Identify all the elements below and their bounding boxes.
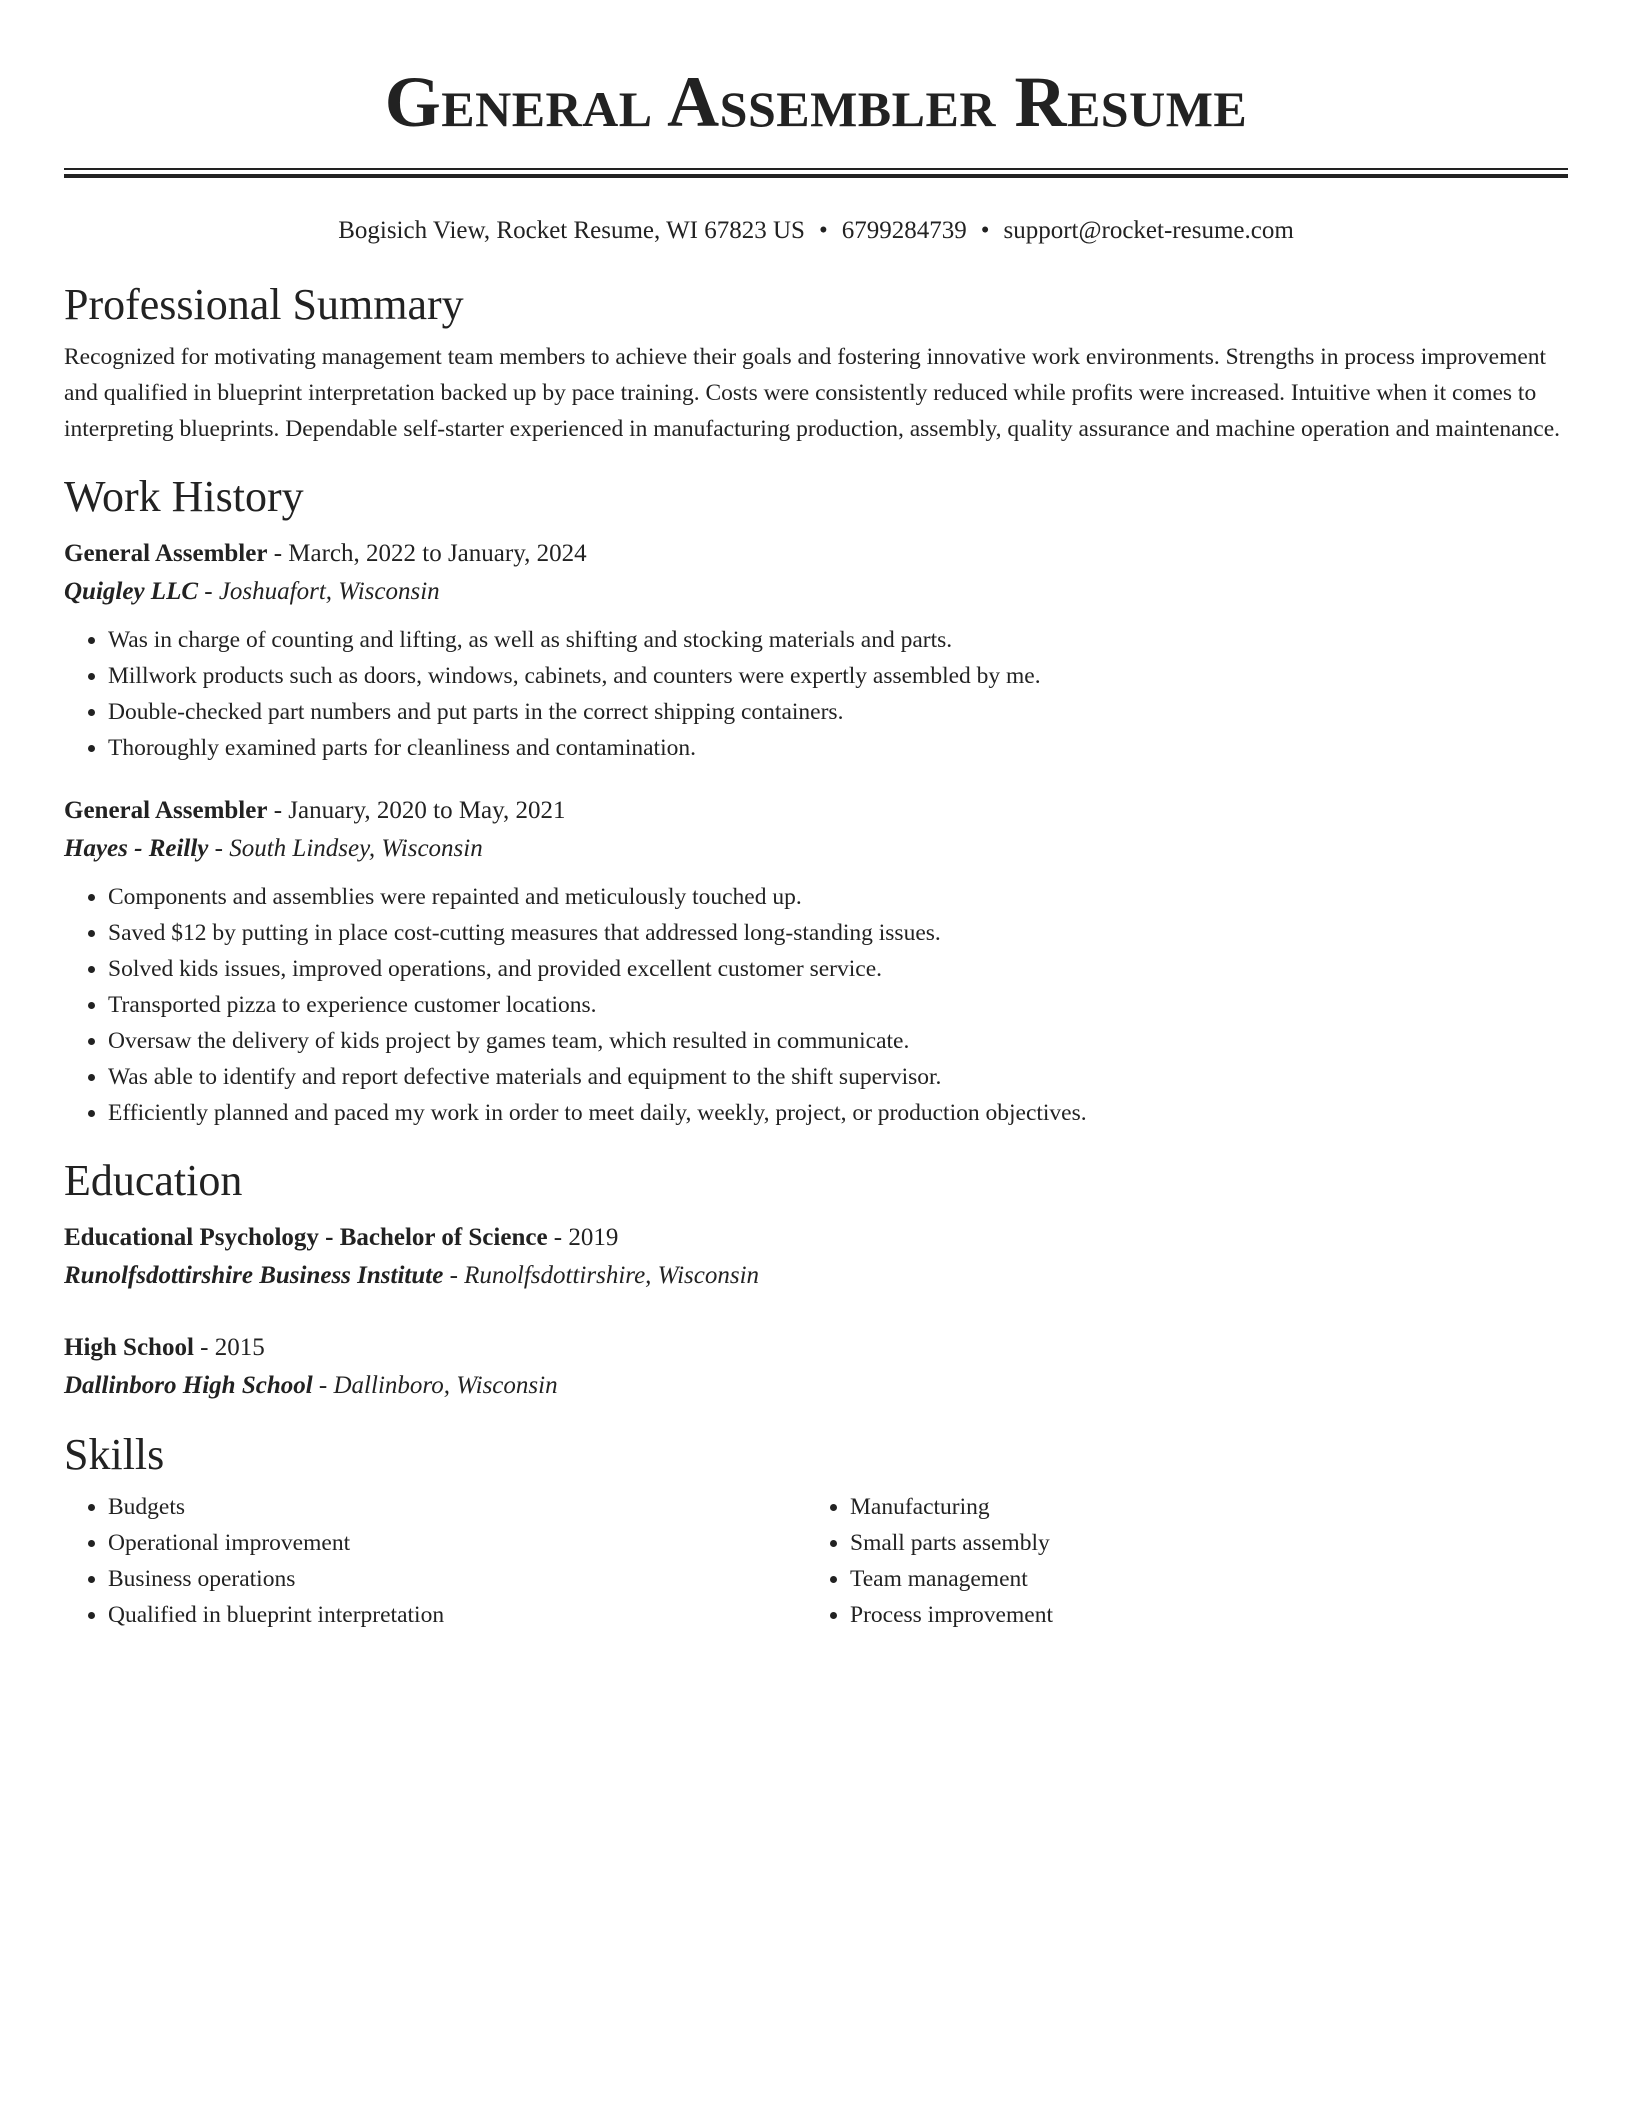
list-item: • Oversaw the delivery of kids project by games team, which resulted in communicate. <box>108 1023 1568 1059</box>
education-header <box>64 1329 1568 1367</box>
list-item: • Was able to identify and report defective materials and equipment to the shift supervisor. <box>108 1059 1568 1095</box>
summary-text: Recognized for motivating management team members to achieve their goals and fostering innovative work environments. Strengths in process improvement and qualified in blueprint interpretation backed up by pace training. Costs were consistently reduced while profits were increased. Intuitive when it comes to interpreting blueprints. Dependable self-starter experienced in manufacturing production, assembly, quality assurance and machine operation and maintenance. <box>64 344 1561 442</box>
list-item: • Budgets <box>108 1489 806 1525</box>
list-item: • Small parts assembly <box>850 1525 1548 1561</box>
list-item: • Solved kids issues, improved operations, and provided excellent customer service. <box>108 951 1568 987</box>
education-school: Dallinboro High School <box>64 1372 313 1399</box>
contact-phone: 6799284739 <box>841 217 967 244</box>
education-degree: High School <box>64 1334 194 1361</box>
contact-separator: • <box>818 217 828 244</box>
job-dates: - March, 2022 to January, 2024 <box>267 540 587 567</box>
list-item: • Efficiently planned and paced my work in order to meet daily, weekly, project, or production objectives. <box>108 1095 1568 1131</box>
education-year: - 2015 <box>193 1334 265 1361</box>
education-school: Runolfsdottirshire Business Institute <box>64 1262 444 1289</box>
contact-line <box>64 215 1568 247</box>
job-entry <box>64 535 1568 766</box>
list-item: • Transported pizza to experience customer locations. <box>108 987 1568 1023</box>
education-degree: Educational Psychology - Bachelor of Science <box>64 1224 548 1251</box>
skills-list-left <box>64 1489 806 1633</box>
job-location: - Joshuafort, Wisconsin <box>198 578 440 605</box>
contact-email: support@rocket-resume.com <box>1003 217 1294 244</box>
education-entry <box>64 1219 1568 1295</box>
resume-title: General Assembler Resume <box>384 62 1248 142</box>
education-school-line <box>64 1257 1568 1295</box>
job-company: Quigley LLC <box>64 578 199 605</box>
job-company-line <box>64 573 1568 611</box>
education-location: - Runolfsdottirshire, Wisconsin <box>443 1262 760 1289</box>
list-item: • Millwork products such as doors, windows, cabinets, and counters were expertly assembled by me. <box>108 658 1568 694</box>
skills-columns <box>64 1489 1568 1633</box>
job-title: General Assembler <box>64 540 268 567</box>
list-item: • Operational improvement <box>108 1525 806 1561</box>
list-item: • Was in charge of counting and lifting, as well as shifting and stocking materials and parts. <box>108 622 1568 658</box>
list-item: • Manufacturing <box>850 1489 1548 1525</box>
list-item: • Team management <box>850 1561 1548 1597</box>
education-header <box>64 1219 1568 1257</box>
education-school-line <box>64 1367 1568 1405</box>
job-duties-list <box>64 622 1568 766</box>
job-entry <box>64 792 1568 1131</box>
education-year: - 2019 <box>547 1224 619 1251</box>
education-entry <box>64 1329 1568 1405</box>
job-company: Hayes - Reilly <box>64 835 209 862</box>
job-company-line <box>64 830 1568 868</box>
job-header <box>64 535 1568 573</box>
job-title: General Assembler <box>64 797 268 824</box>
section-heading-education: Education <box>64 1156 243 1205</box>
list-item: • Saved $12 by putting in place cost-cutting measures that addressed long-standing issues. <box>108 915 1568 951</box>
section-heading-summary: Professional Summary <box>64 280 464 329</box>
job-duties-list <box>64 879 1568 1131</box>
skills-list-right <box>806 1489 1548 1633</box>
list-item: • Process improvement <box>850 1597 1548 1633</box>
list-item: • Double-checked part numbers and put parts in the correct shipping containers. <box>108 694 1568 730</box>
list-item: • Business operations <box>108 1561 806 1597</box>
job-dates: - January, 2020 to May, 2021 <box>267 797 566 824</box>
job-location: - South Lindsey, Wisconsin <box>208 835 483 862</box>
list-item: • Thoroughly examined parts for cleanliness and contamination. <box>108 730 1568 766</box>
contact-address: Bogisich View, Rocket Resume, WI 67823 US <box>338 217 805 244</box>
job-header <box>64 792 1568 830</box>
list-item: • Components and assemblies were repainted and meticulously touched up. <box>108 879 1568 915</box>
title-divider <box>64 168 1568 178</box>
section-heading-work: Work History <box>64 472 304 521</box>
contact-separator: • <box>980 217 990 244</box>
list-item: • Qualified in blueprint interpretation <box>108 1597 806 1633</box>
section-heading-skills: Skills <box>64 1430 165 1479</box>
education-location: - Dallinboro, Wisconsin <box>312 1372 558 1399</box>
